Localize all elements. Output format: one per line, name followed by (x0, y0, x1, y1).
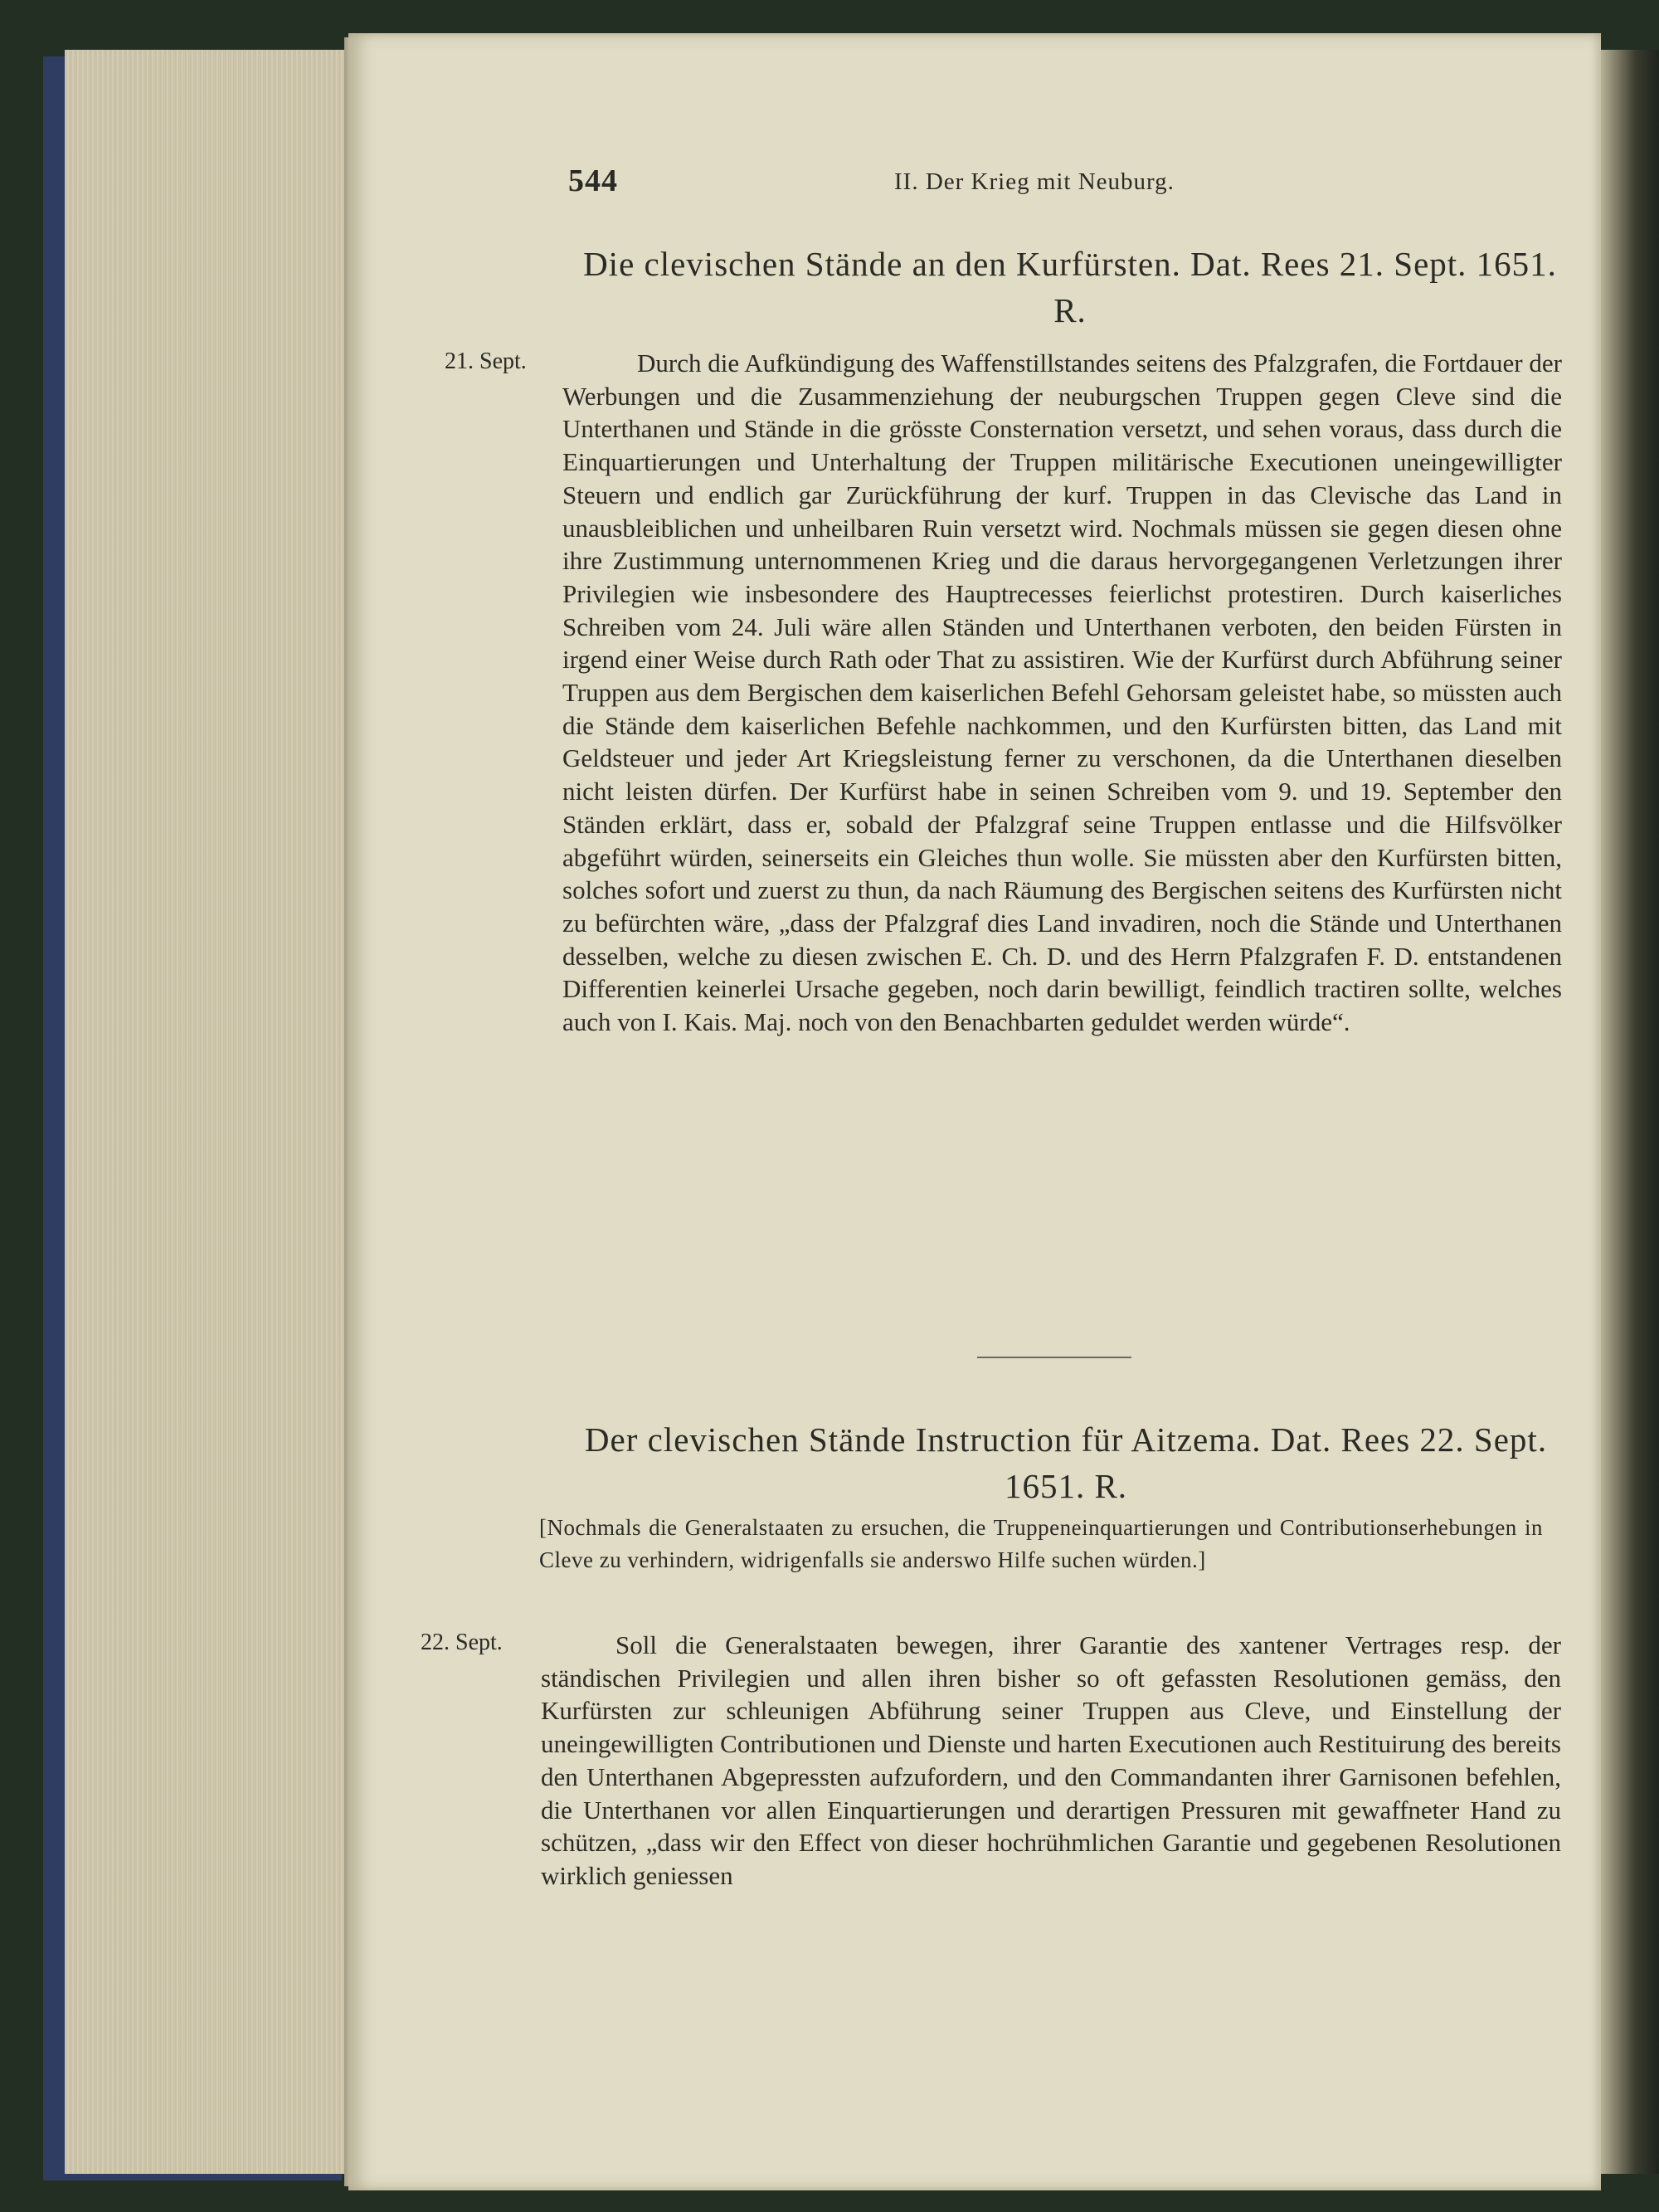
document-2-title: Der clevischen Stände Instruction für Aitzema. Dat. Rees 22. Sept. 1651. R. (584, 1420, 1548, 1505)
page-edges (65, 50, 357, 2174)
document-1-body (562, 347, 1562, 1039)
page-number: 544 (568, 163, 618, 198)
document-2-summary: [Nochmals die Generalstaaten zu ersuchen, die Truppeneinquartierungen und Contributionserhebungen in Cleve zu verhindern, widrigenfalls sie anderswo Hilfe suchen würden.] (539, 1515, 1543, 1572)
facing-page-edge (1601, 50, 1659, 2174)
document-2-paragraph: Soll die Generalstaaten bewegen, ihrer Garantie des xantener Vertrages resp. der ständischen Privilegien und allen ihren bisher so oft gefassten Resolutionen gemäss, den Kurfürsten zur schleunigen Abführung seiner Truppen aus Cleve, und Einstellung der uneingewilligten Contributionen und Dienste und harten Executionen auch Restituirung des bereits den Unterthanen Abgepressten aufzufordern, und den Commandanten ihrer Garnisonen befehlen, die Unterthanen vor allen Einquartierungen und derartigen Pressuren mit gewaffneter Hand zu schützen, „dass wir den Effect von dieser hochrühmlichen Garantie und gegebenen Resolutionen wirklich geniessen (541, 1630, 1561, 1890)
document-1-margin-date: 21. Sept. (445, 348, 527, 374)
document-2-margin-date: 22. Sept. (421, 1630, 503, 1655)
running-head: II. Der Krieg mit Neuburg. (894, 168, 1175, 195)
document-2-body (541, 1629, 1561, 1893)
document-1-paragraph: Durch die Aufkündigung des Waffenstillstandes seitens des Pfalzgrafen, die Fortdauer der Werbungen und die Zusammenziehung der neuburgschen Truppen gegen Cleve sind die Unterthanen und Stände in die grösste Consternation versetzt, und sehen voraus, dass durch die Einquartierungen und Unterhaltung der Truppen militärische Executionen uneingewilligter Steuern und endlich gar Zurückführung der kurf. Truppen in das Clevische das Land in unausbleiblichen und unheilbaren Ruin versetzt wird. Nochmals müssen sie gegen diesen ohne ihre Zustimmung unternommenen Krieg und die daraus hervorgegangenen Verletzungen ihrer Privilegien wie insbesondere des Hauptrecesses feierlichst protestiren. Durch kaiserliches Schreiben vom 24. Juli wäre allen Ständen und Unterthanen verboten, den beiden Fürsten in irgend einer Weise durch Rath oder That zu assistiren. Wie der Kurfürst durch Abführung seiner Truppen aus dem Bergischen dem kaiserlichen Befehl Gehorsam geleistet habe, so müssten auch die Stände dem kaiserlichen Befehle nachkommen, und den Kurfürsten bitten, das Land mit Geldsteuer und jeder Art Kriegsleistung ferner zu verschonen, da die Unterthanen dieselben nicht leisten dürfen. Der Kurfürst habe in seinen Schreiben vom 9. und 19. September den Ständen erklärt, dass er, sobald der Pfalzgraf seine Truppen entlasse und die Hilfsvölker abgeführt würden, seinerseits ein Gleiches thun wolle. Sie müssten aber den Kurfürsten bitten, solches sofort und zuerst zu thun, da nach Räumung des Bergischen seitens des Kurfürsten nicht zu befürchten wäre, „dass der Pfalzgraf dies Land invadiren, noch die Stände und Unterthanen desselben, welche zu diesen zwischen E. Ch. D. und des Herrn Pfalzgrafen F. D. entstandenen Differentien keinerlei Ursache gegeben, noch darin bewilligt, feindlich tractiren sollte, welches auch von I. Kais. Maj. noch von den Benachbarten geduldet werden würde“. (562, 348, 1562, 1037)
section-divider (977, 1357, 1131, 1358)
document-1-title: Die clevischen Stände an den Kurfürsten. Dat. Rees 21. Sept. 1651. R. (583, 245, 1557, 329)
